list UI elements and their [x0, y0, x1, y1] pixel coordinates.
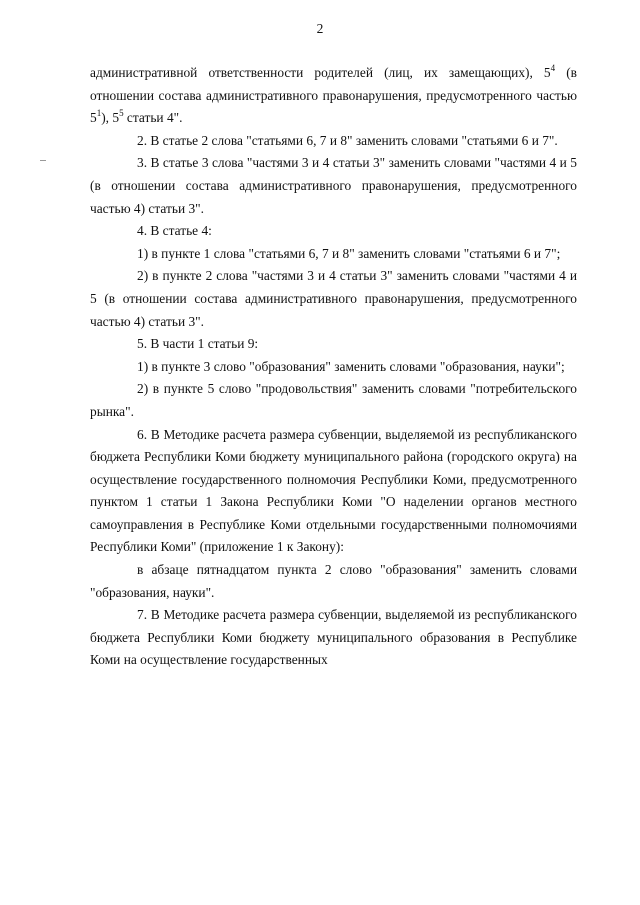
paragraph-item-7: 7. В Методике расчета размера субвенции, выделяемой из республиканского бюджета Республики Коми бюджету муниципального образования в Республике Коми на осуществление государственных — [90, 607, 577, 668]
paragraph-item-4-2: 2) в пункте 2 слова "частями 3 и 4 статьи 3" заменить словами "частями 4 и 5 (в отношении состава административного правонарушения, предусмотренного частью 4) статьи 3". — [90, 268, 577, 329]
paragraph-item-4-1: 1) в пункте 1 слова "статьями 6, 7 и 8" заменить словами "статьями 6 и 7"; — [137, 245, 561, 261]
paragraph-item-5: 5. В части 1 статьи 9: — [137, 336, 259, 352]
paragraph-item-4: 4. В статье 4: — [137, 223, 212, 239]
paragraph-item-6-a: в абзаце пятнадцатом пункта 2 слово "образования" заменить словами "образования, науки". — [90, 562, 577, 600]
page-number: 2 — [316, 21, 324, 36]
margin-mark — [40, 160, 46, 161]
paragraph-item-5-2: 2) в пункте 5 слово "продовольствия" заменить словами "потребительского рынка". — [90, 381, 577, 419]
document-body — [90, 62, 577, 672]
paragraph-item-5-1: 1) в пункте 3 слово "образования" заменить словами "образования, науки"; — [137, 358, 565, 374]
paragraph-item-3: 3. В статье 3 слова "частями 3 и 4 статьи 3" заменить словами "частями 4 и 5 (в отношении состава административного правонарушения, предусмотренного частью 4) статьи 3". — [90, 155, 577, 216]
paragraph-item-2: 2. В статье 2 слова "статьями 6, 7 и 8" заменить словами "статьями 6 и 7". — [137, 132, 558, 148]
paragraph-continuation: административной ответственности родителей (лиц, их замещающих), $5^4$ (в отношении состава административного правонарушения, предусмотренного частью $5^1$), $5^5$ статьи 4". — [90, 63, 577, 126]
paragraph-item-6: 6. В Методике расчета размера субвенции, выделяемой из республиканского бюджета Республики Коми бюджету муниципального района (городского округа) на осуществление государственного полномочия Республики Коми, предусмотренного пунктом 1 статьи 1 Закона Республики Коми "О наделении органов местного самоуправления в Республике Коми отдельными государственными полномочиями Республики Коми" (приложение 1 к Закону): — [90, 426, 577, 555]
